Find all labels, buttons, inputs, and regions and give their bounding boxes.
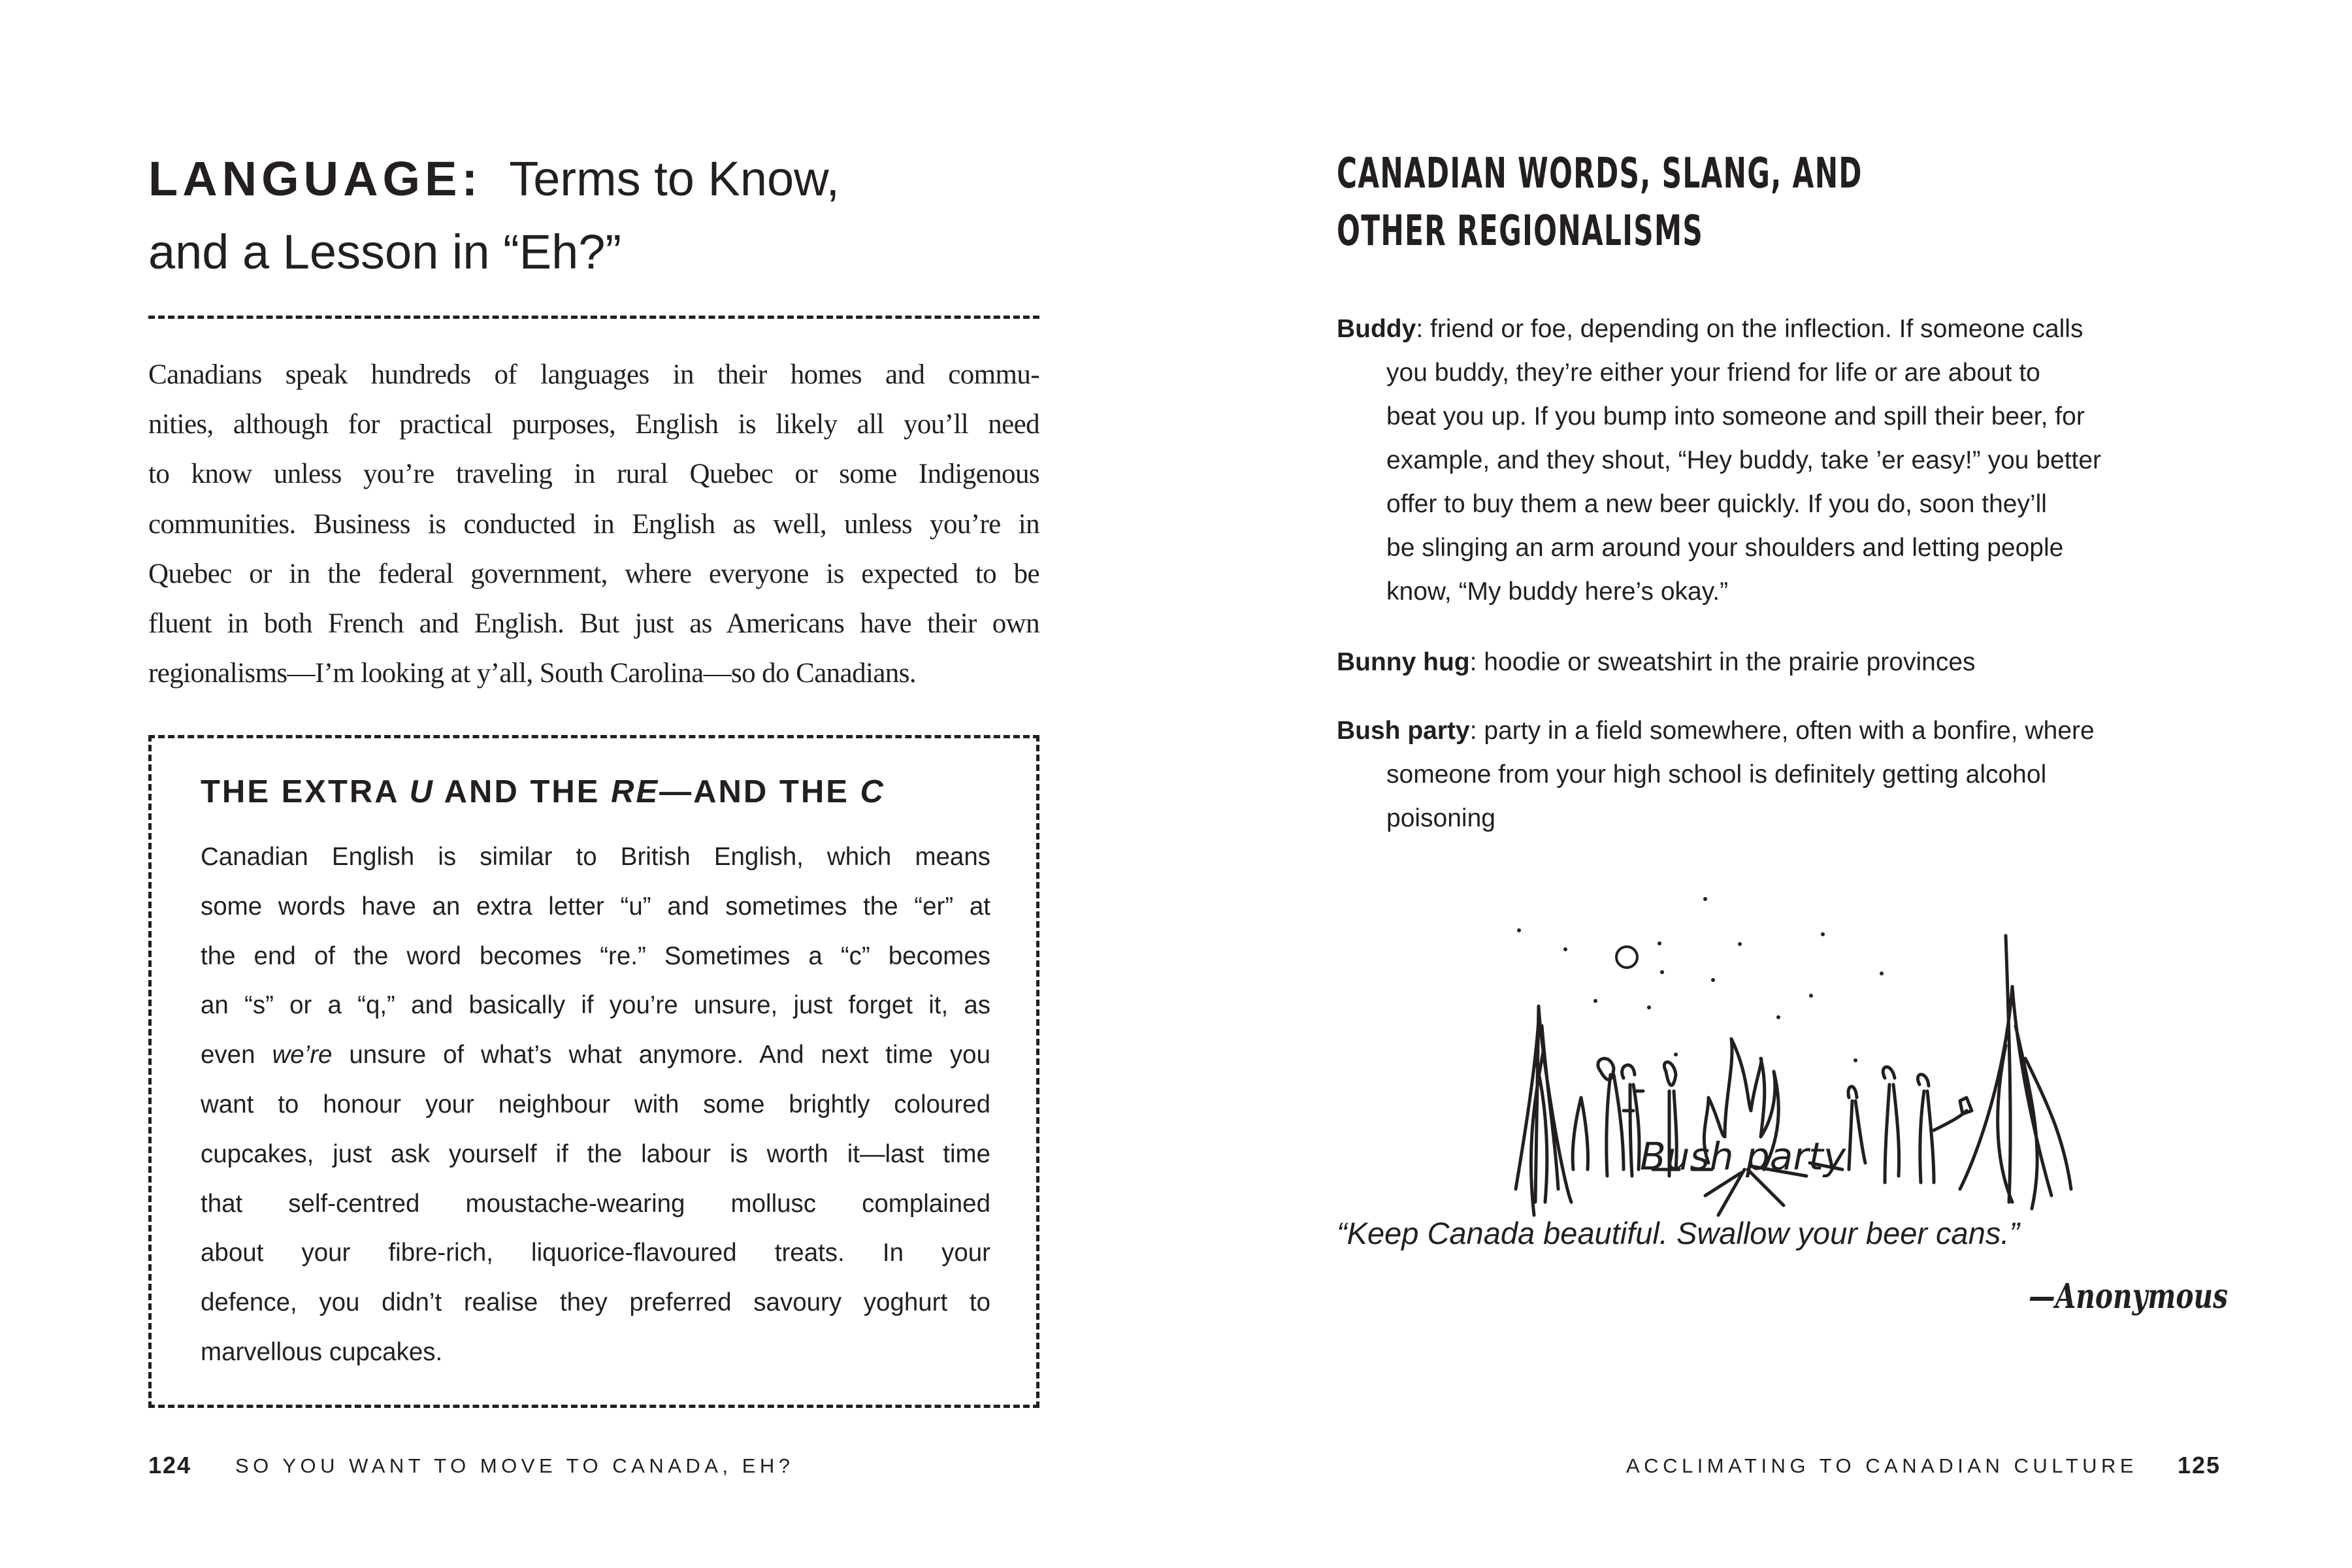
- entry-term: Buddy: [1337, 315, 1416, 343]
- intro-line: nities, although for practical purposes, English is likely all you’ll need: [148, 409, 1039, 440]
- intro-paragraph: [148, 350, 1039, 698]
- text-run: unsure of what’s what anymore. And next time you: [332, 1041, 990, 1070]
- illustration-caption: Bush party: [1640, 1134, 1846, 1179]
- sidebar-line: marvellous cupcakes.: [201, 1337, 443, 1366]
- intro-line: communities. Business is conducted in English as well, unless you’re in: [148, 508, 1039, 540]
- intro-line: Canadians speak hundreds of languages in their homes and commu-: [148, 359, 1039, 390]
- heading-part-italic: RE: [611, 774, 660, 809]
- heading-part: —AND THE: [659, 774, 860, 809]
- title-rest: Terms to Know,: [509, 152, 840, 206]
- text-run: even: [201, 1041, 272, 1070]
- sidebar-line: cupcakes, just ask yourself if the labour is worth it—last time: [201, 1139, 990, 1168]
- sidebar-line: [201, 1030, 990, 1080]
- glossary-entry-bush-party: [1337, 709, 2232, 840]
- entry-line: be slinging an arm around your shoulders and letting people: [1386, 534, 2064, 562]
- entry-term: Bunny hug: [1337, 648, 1470, 676]
- sidebar-line: the end of the word becomes “re.” Sometimes a “c” becomes: [201, 941, 990, 970]
- running-head-left: SO YOU WANT TO MOVE TO CANADA, EH?: [235, 1454, 794, 1477]
- section-heading-line-2: OTHER REGIONALISMS: [1337, 207, 1704, 255]
- entry-text: : hoodie or sweatshirt in the prairie provinces: [1469, 648, 1976, 676]
- title-divider: [148, 316, 1039, 319]
- stars: [1517, 897, 1884, 1062]
- entry-text: : party in a field somewhere, often with a bonfire, where: [1469, 717, 2095, 745]
- moon-icon: [1616, 947, 1637, 968]
- tree-right: [1960, 936, 2071, 1209]
- campfire-icon: [1704, 1039, 1806, 1215]
- entry-line: [1337, 709, 2232, 753]
- entry-term: Bush party: [1337, 717, 1470, 745]
- heading-part-italic: U: [409, 774, 434, 809]
- quote-attribution: [2029, 1274, 2231, 1320]
- sidebar-line: that self-centred moustache-wearing mollusc complained: [201, 1189, 990, 1218]
- sidebar-body: [201, 832, 990, 1377]
- entry-line: you buddy, they’re either your friend for life or are about to: [1386, 359, 2040, 387]
- sidebar-heading: [201, 774, 885, 810]
- intro-line: Quebec or in the federal government, where everyone is expected to be: [148, 558, 1039, 589]
- attribution-text: —Anonymous: [2029, 1277, 2228, 1316]
- page-number-right: 125: [2178, 1452, 2221, 1478]
- page-number-left: 124: [148, 1452, 192, 1478]
- entry-text: : friend or foe, depending on the inflection. If someone calls: [1416, 315, 2083, 343]
- sidebar-line: about your fibre-rich, liquorice-flavoured treats. In your: [201, 1239, 990, 1267]
- entry-line: someone from your high school is definitely getting alcohol: [1386, 760, 2047, 789]
- sidebar-line: Canadian English is similar to British English, which means: [201, 843, 990, 871]
- sidebar-line: some words have an extra letter “u” and sometimes the “er” at: [201, 892, 990, 921]
- entry-line: know, “My buddy here’s okay.”: [1386, 578, 1729, 606]
- sidebar-box: [148, 735, 1039, 1408]
- section-heading-line-1: CANADIAN WORDS, SLANG, AND: [1337, 150, 1863, 198]
- intro-line: to know unless you’re traveling in rural Quebec or some Indigenous: [148, 459, 1039, 490]
- entry-line: example, and they shout, “Hey buddy, take ’er easy!” you better: [1386, 446, 2102, 474]
- heading-part: AND THE: [434, 774, 612, 809]
- intro-line: regionalisms—I’m looking at y’all, South Carolina—so do Canadians.: [148, 658, 916, 689]
- sidebar-line: want to honour your neighbour with some brightly coloured: [201, 1090, 990, 1119]
- tree-left: [1516, 1006, 1571, 1215]
- sidebar-line: an “s” or a “q,” and basically if you’re unsure, just forget it, as: [201, 991, 990, 1020]
- glossary-entry-bunny-hug: [1337, 640, 2232, 684]
- entry-line: offer to buy them a new beer quickly. If you do, soon they’ll: [1386, 490, 2047, 518]
- sidebar-line: defence, you didn’t realise they preferred savoury yoghurt to: [201, 1288, 990, 1317]
- heading-part-italic: C: [860, 774, 885, 809]
- running-head-right: ACCLIMATING TO CANADIAN CULTURE: [1626, 1454, 2138, 1477]
- bush-party-illustration: [1509, 862, 2084, 1183]
- title-keyword: LANGUAGE:: [148, 152, 483, 206]
- section-heading: [1337, 145, 1863, 260]
- entry-line: poisoning: [1386, 804, 1495, 832]
- heading-part: THE EXTRA: [201, 774, 410, 809]
- glossary-entry-buddy: [1337, 307, 2232, 613]
- entry-line: beat you up. If you bump into someone and spill their beer, for: [1386, 402, 2085, 431]
- title-line-2: and a Lesson in “Eh?”: [148, 225, 622, 279]
- title-line-1: [148, 142, 1050, 216]
- text-run-italic: we’re: [272, 1041, 333, 1070]
- entry-line: [1337, 307, 2232, 351]
- quote-text: “Keep Canada beautiful. Swallow your beer cans.”: [1337, 1216, 2020, 1250]
- intro-line: fluent in both French and English. But just as Americans have their own: [148, 608, 1039, 640]
- chapter-title: [148, 142, 1050, 289]
- entry-line: [1337, 640, 2232, 684]
